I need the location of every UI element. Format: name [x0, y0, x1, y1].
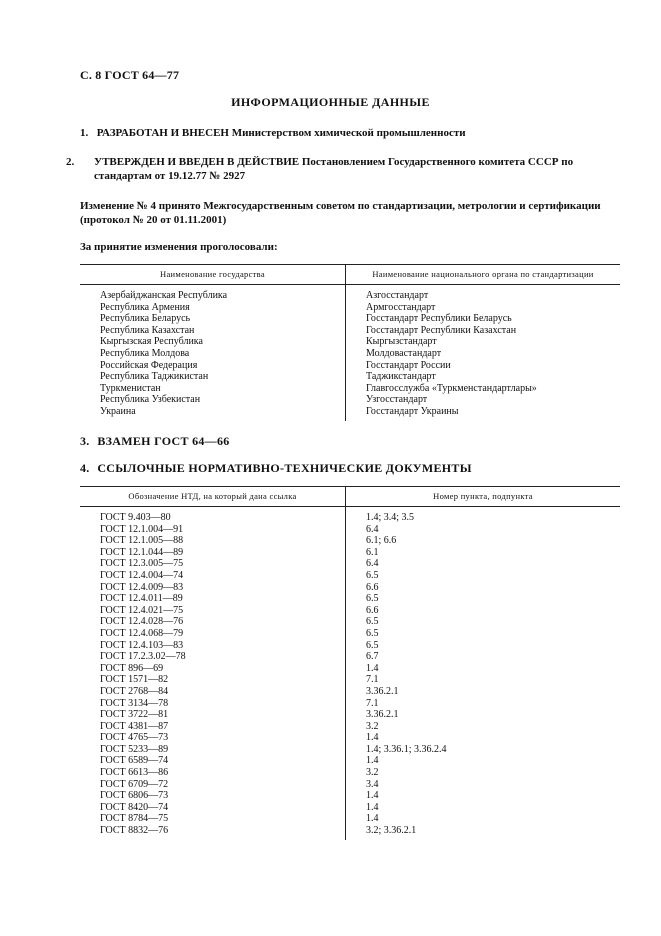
table-row: [80, 507, 620, 524]
table-row: [80, 732, 620, 744]
table-cell-right: 6.5: [366, 593, 379, 605]
table-row: [80, 570, 620, 582]
table-cell-left: ГОСТ 6806—73: [80, 790, 346, 802]
item-text: УТВЕРЖДЕН И ВВЕДЕН В ДЕЙСТВИЕ Постановлением Государственного комитета СССР по стандартам от 19.12.77 № 2927: [94, 156, 574, 182]
table-cell-right: 3.2: [366, 767, 379, 779]
table-cell-left: ГОСТ 8784—75: [80, 813, 346, 825]
table-cell-right: 6.6: [366, 604, 379, 616]
table-cell-left: ГОСТ 896—69: [80, 663, 346, 675]
table-cell-left: ГОСТ 12.4.103—83: [80, 640, 346, 652]
table-row: [80, 383, 620, 395]
table-cell-right: Главгосслужба «Туркменстандартлары»: [366, 382, 537, 394]
table-cell-right: 3.36.2.1: [366, 709, 399, 721]
table-row: [80, 767, 620, 779]
table-cell-right: 1.4: [366, 801, 379, 813]
table-cell-left: Республика Армения: [80, 302, 346, 314]
table-row: [80, 698, 620, 710]
table-cell-left: ГОСТ 3134—78: [80, 698, 346, 710]
vote-table: [80, 264, 620, 421]
table-cell-right: Кыргызстандарт: [366, 336, 437, 348]
table-row: [80, 360, 620, 372]
table-cell-right: 3.4: [366, 778, 379, 790]
table-cell-left: ГОСТ 8832—76: [80, 825, 346, 840]
table-cell-right: Узгосстандарт: [366, 394, 428, 406]
item-text: ССЫЛОЧНЫЕ НОРМАТИВНО-ТЕХНИЧЕСКИЕ ДОКУМЕНТЫ: [97, 461, 472, 475]
table-row: [80, 406, 620, 421]
table-row: [80, 313, 620, 325]
item-developed: [80, 126, 620, 140]
table-cell-right: Госстандарт Украины: [366, 405, 459, 417]
table-cell-left: ГОСТ 6709—72: [80, 779, 346, 791]
item-number: 1.: [80, 127, 89, 139]
table-cell-right: 6.6: [366, 581, 379, 593]
table-cell-left: ГОСТ 1571—82: [80, 674, 346, 686]
table-cell-right: 6.5: [366, 569, 379, 581]
table-cell-right: 1.4: [366, 790, 379, 802]
table-row: [80, 825, 620, 840]
vote-table-body: [80, 285, 620, 421]
table-cell-left: ГОСТ 12.1.005—88: [80, 535, 346, 547]
table-cell-left: Республика Узбекистан: [80, 394, 346, 406]
table-cell-left: Азербайджанская Республика: [80, 285, 346, 302]
table-cell-right: 7.1: [366, 697, 379, 709]
table-cell-left: ГОСТ 8420—74: [80, 802, 346, 814]
table-cell-left: Республика Таджикистан: [80, 371, 346, 383]
table-cell-right: 1.4: [366, 755, 379, 767]
table-cell-right: 6.1: [366, 546, 379, 558]
table-row: [80, 790, 620, 802]
table-row: [80, 547, 620, 559]
table-cell-left: ГОСТ 12.1.004—91: [80, 524, 346, 536]
table-row: [80, 686, 620, 698]
table-cell-right: Госстандарт Республики Казахстан: [366, 324, 517, 336]
table-row: [80, 651, 620, 663]
table-row: [80, 744, 620, 756]
reference-table: [80, 486, 620, 840]
table-cell-left: ГОСТ 12.4.009—83: [80, 582, 346, 594]
table-cell-left: ГОСТ 4381—87: [80, 721, 346, 733]
table-row: [80, 582, 620, 594]
item-text: ВЗАМЕН ГОСТ 64—66: [97, 434, 230, 448]
table-row: [80, 721, 620, 733]
table-cell-left: ГОСТ 6613—86: [80, 767, 346, 779]
table-cell-left: ГОСТ 4765—73: [80, 732, 346, 744]
table-cell-left: ГОСТ 5233—89: [80, 744, 346, 756]
vote-col-body: Наименование национального органа по стандартизации: [346, 265, 621, 285]
table-row: [80, 779, 620, 791]
table-row: [80, 663, 620, 675]
page-title: ИНФОРМАЦИОННЫЕ ДАННЫЕ: [231, 95, 430, 109]
table-cell-right: Госстандарт Республики Беларусь: [366, 313, 512, 325]
table-cell-right: 6.1; 6.6: [366, 535, 397, 547]
table-cell-right: 6.4: [366, 523, 379, 535]
ref-col-document: Обозначение НТД, на который дана ссылка: [80, 487, 346, 507]
table-cell-right: 1.4: [366, 813, 379, 825]
table-cell-left: ГОСТ 12.4.004—74: [80, 570, 346, 582]
item-text: РАЗРАБОТАН И ВНЕСЕН Министерством химической промышленности: [96, 127, 466, 139]
page-header: С. 8 ГОСТ 64—77: [80, 68, 180, 82]
item-number: 3.: [80, 434, 90, 448]
table-cell-right: 6.5: [366, 616, 379, 628]
table-cell-right: 6.4: [366, 558, 379, 570]
table-cell-left: Кыргызская Республика: [80, 336, 346, 348]
table-cell-right: 1.4; 3.4; 3.5: [366, 512, 415, 523]
table-cell-left: Республика Казахстан: [80, 325, 346, 337]
table-row: [80, 394, 620, 406]
table-row: [80, 285, 620, 302]
table-cell-right: 1.4: [366, 662, 379, 674]
table-cell-right: 6.7: [366, 651, 379, 663]
table-cell-right: 6.5: [366, 639, 379, 651]
item-number: 4.: [80, 461, 90, 475]
table-row: [80, 558, 620, 570]
table-row: [80, 524, 620, 536]
table-cell-right: Таджикстандарт: [366, 371, 436, 383]
ref-col-clause: Номер пункта, подпункта: [346, 487, 621, 507]
table-cell-left: ГОСТ 12.1.044—89: [80, 547, 346, 559]
vote-col-state: Наименование государства: [80, 265, 346, 285]
table-row: [80, 371, 620, 383]
table-cell-left: ГОСТ 12.4.068—79: [80, 628, 346, 640]
table-row: [80, 674, 620, 686]
item-replaces: [80, 434, 230, 449]
vote-title: За принятие изменения проголосовали:: [80, 241, 278, 253]
reference-table-body: [80, 507, 620, 840]
table-cell-right: 3.2: [366, 720, 379, 732]
table-cell-right: 3.2; 3.36.2.1: [366, 825, 417, 837]
table-row: [80, 348, 620, 360]
table-cell-left: ГОСТ 12.3.005—75: [80, 558, 346, 570]
table-row: [80, 616, 620, 628]
table-cell-left: ГОСТ 6589—74: [80, 755, 346, 767]
table-cell-right: 3.36.2.1: [366, 685, 399, 697]
table-row: [80, 336, 620, 348]
item-references: [80, 461, 472, 476]
item-approved: [66, 155, 620, 183]
table-cell-left: Украина: [80, 406, 346, 421]
table-cell-right: Молдовастандарт: [366, 347, 442, 359]
table-cell-right: 7.1: [366, 674, 379, 686]
table-cell-right: Азгосстандарт: [366, 290, 429, 301]
table-cell-right: Армгосстандарт: [366, 301, 436, 313]
table-cell-right: 1.4: [366, 732, 379, 744]
table-cell-left: ГОСТ 12.4.028—76: [80, 616, 346, 628]
table-row: [80, 605, 620, 617]
item-number: 2.: [66, 156, 75, 168]
table-row: [80, 593, 620, 605]
table-row: [80, 813, 620, 825]
table-cell-right: 6.5: [366, 627, 379, 639]
table-row: [80, 535, 620, 547]
table-cell-left: ГОСТ 2768—84: [80, 686, 346, 698]
table-row: [80, 302, 620, 314]
table-cell-right: 1.4; 3.36.1; 3.36.2.4: [366, 743, 447, 755]
table-row: [80, 640, 620, 652]
table-cell-left: ГОСТ 17.2.3.02—78: [80, 651, 346, 663]
table-cell-left: Туркменистан: [80, 383, 346, 395]
table-cell-left: Российская Федерация: [80, 360, 346, 372]
table-row: [80, 709, 620, 721]
table-cell-left: ГОСТ 12.4.021—75: [80, 605, 346, 617]
table-row: [80, 802, 620, 814]
table-cell-left: ГОСТ 9.403—80: [80, 507, 346, 524]
table-cell-right: Госстандарт России: [366, 359, 451, 371]
table-cell-left: Республика Беларусь: [80, 313, 346, 325]
table-cell-left: ГОСТ 3722—81: [80, 709, 346, 721]
table-cell-left: ГОСТ 12.4.011—89: [80, 593, 346, 605]
table-cell-left: Республика Молдова: [80, 348, 346, 360]
table-row: [80, 628, 620, 640]
table-row: [80, 325, 620, 337]
table-row: [80, 755, 620, 767]
change-note: Изменение № 4 принято Межгосударственным советом по стандартизации, метрологии и сертификации (протокол № 20 от 01.11.2001): [80, 200, 601, 226]
